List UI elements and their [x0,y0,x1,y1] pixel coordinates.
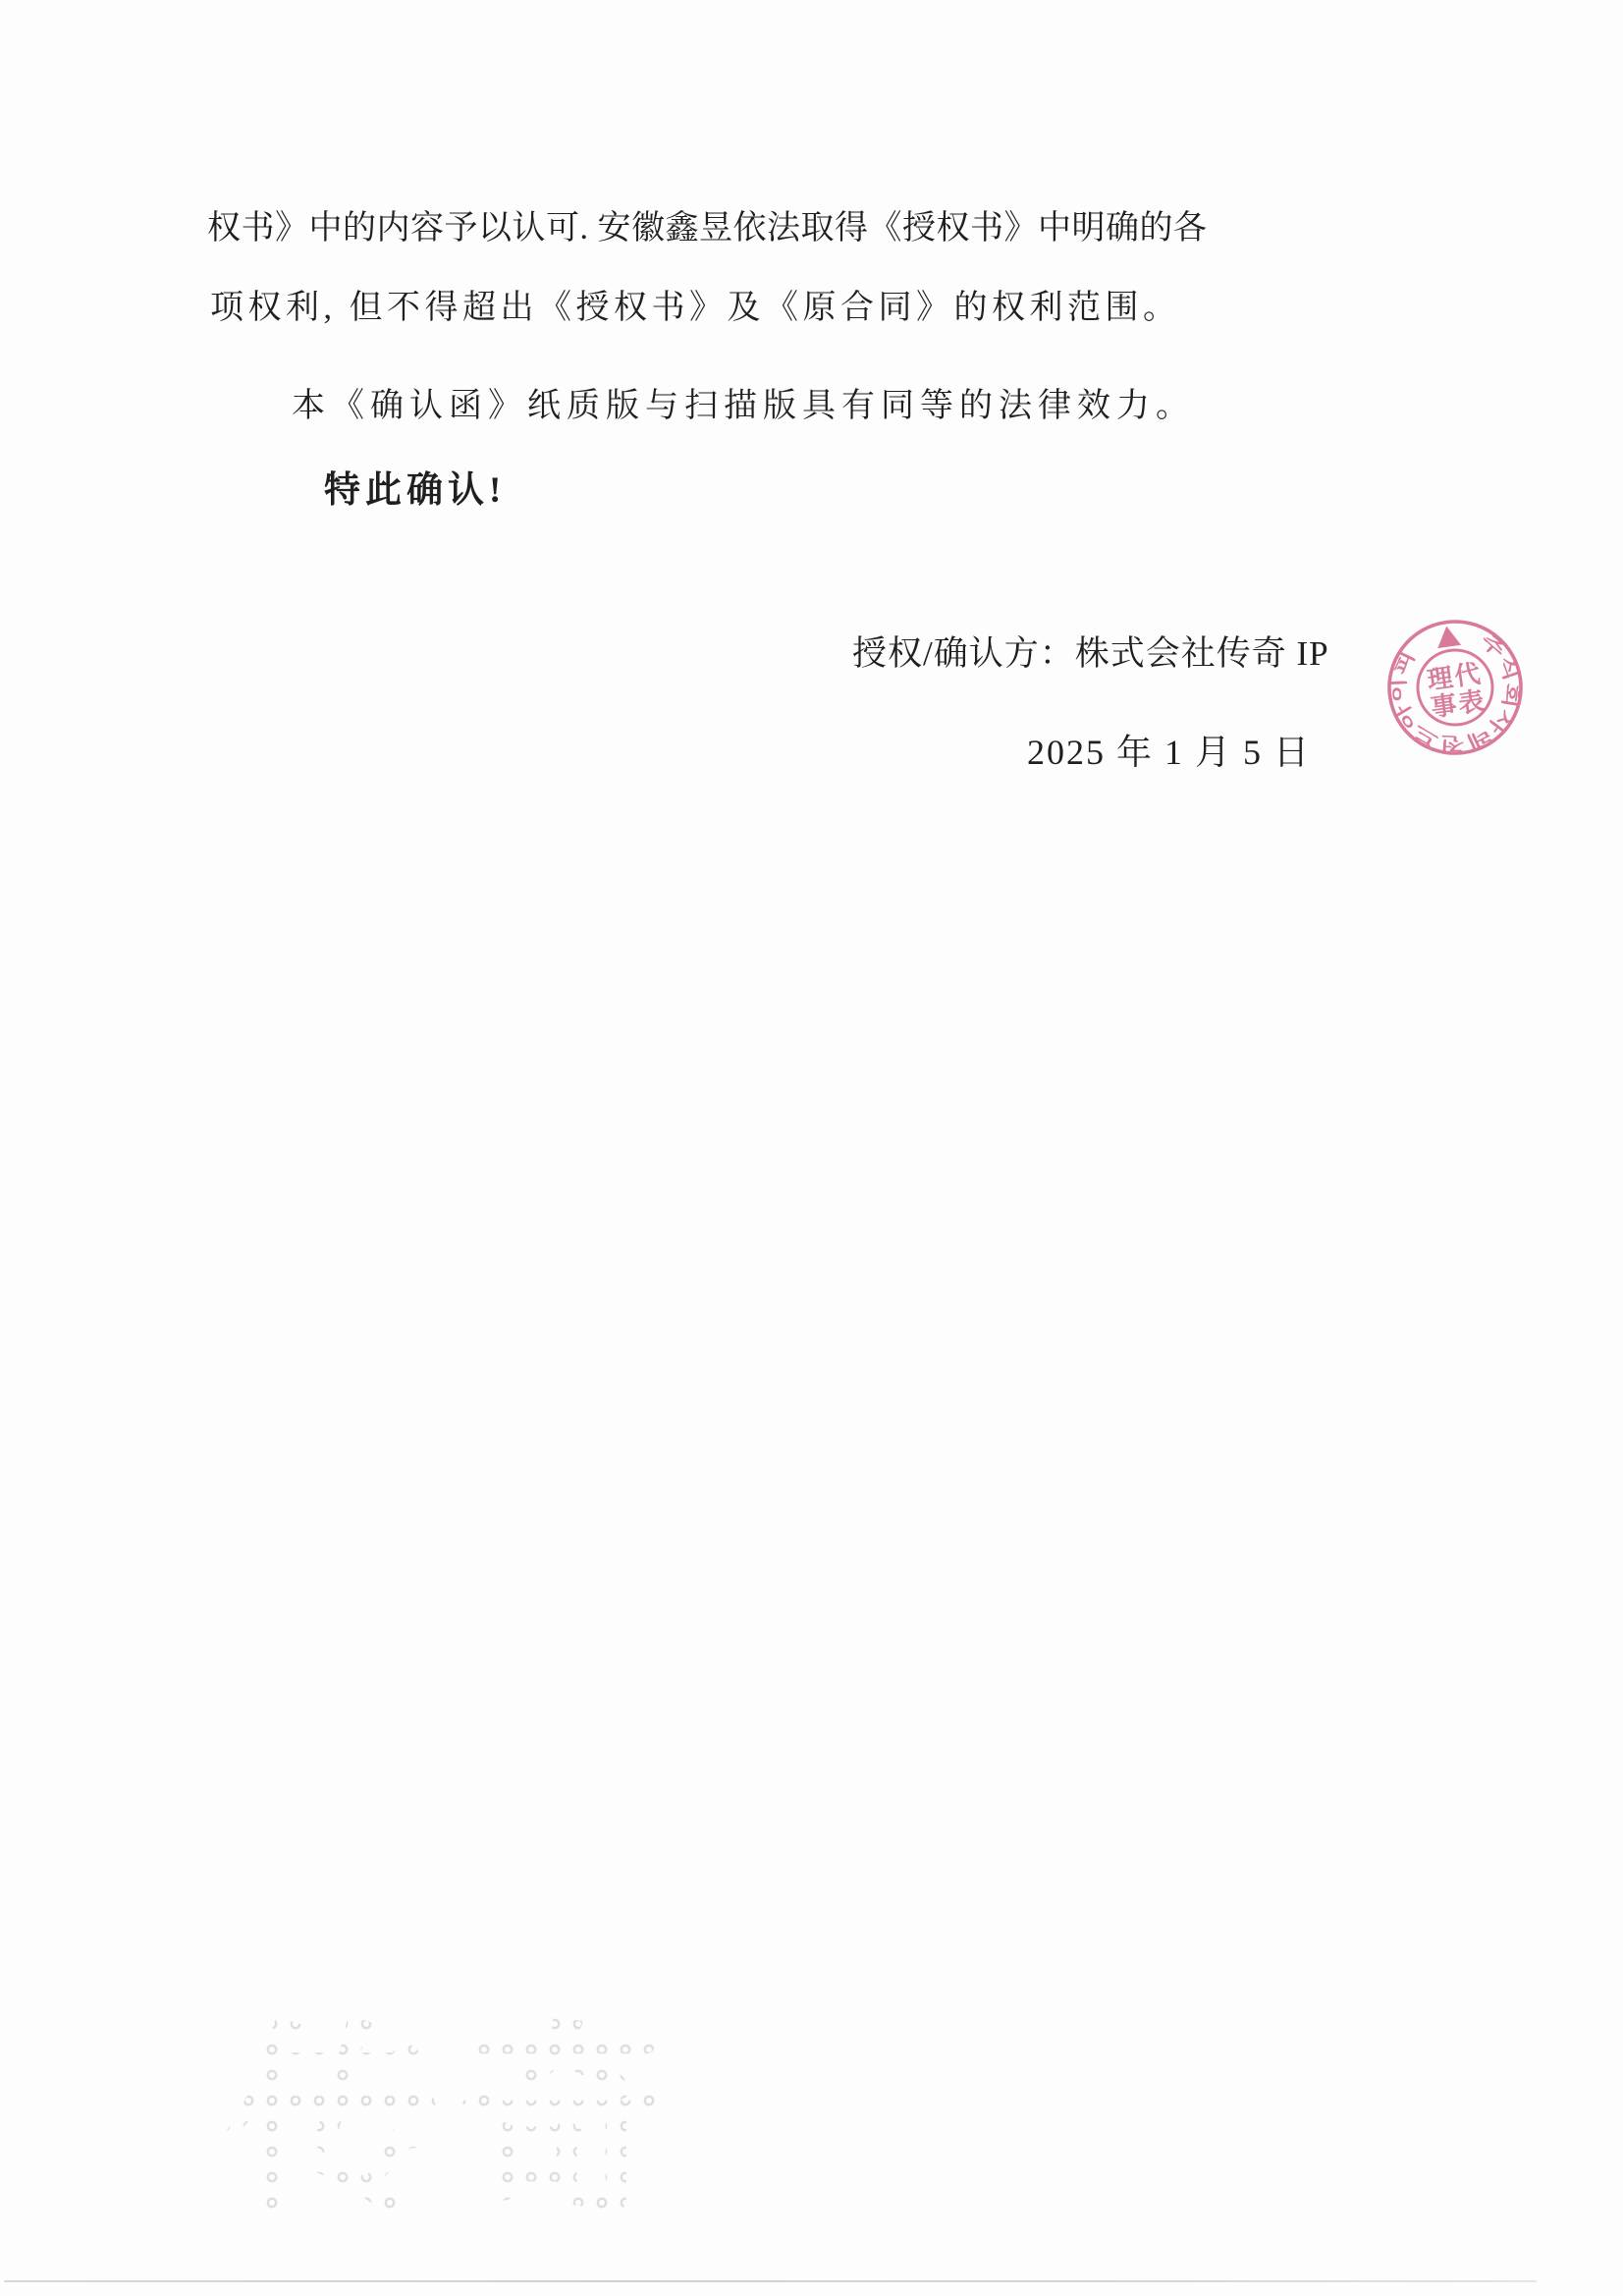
company-seal-stamp [1371,603,1540,772]
body-text-line-3: 本《确认函》纸质版与扫描版具有同等的法律效力。 [292,388,1195,424]
seal-char-bottom-right: 表 [1456,686,1487,719]
signature-date: 2025 年 1 月 5 日 [1027,733,1312,772]
watermark-graphic [218,1992,679,2267]
seal-triangle-icon [1434,625,1461,648]
authorizing-party-line: 授权/确认方：株式会社传奇 IP [852,634,1329,673]
seal-char-top-right: 代 [1452,659,1483,691]
body-text-line-1: 权书》中的内容予以认可. 安徽鑫昱依法取得《授权书》中明确的各 [207,210,1208,246]
seal-center-text [1426,659,1486,722]
watermark-text: 传奇 [226,2010,679,2247]
seal-ring-text: 주식회사레전드아이피 [1387,629,1524,755]
seal-stamp-graphic [1371,603,1540,772]
dotted-watermark [218,1992,679,2267]
seal-char-bottom-left: 事 [1429,690,1459,723]
scan-bottom-edge-line [4,2280,1537,2282]
seal-char-top-left: 理 [1425,663,1455,695]
body-text-line-2: 项权利, 但不得超出《授权书》及《原合同》的权利范围。 [210,290,1181,326]
confirmation-statement: 特此确认! [324,470,507,511]
